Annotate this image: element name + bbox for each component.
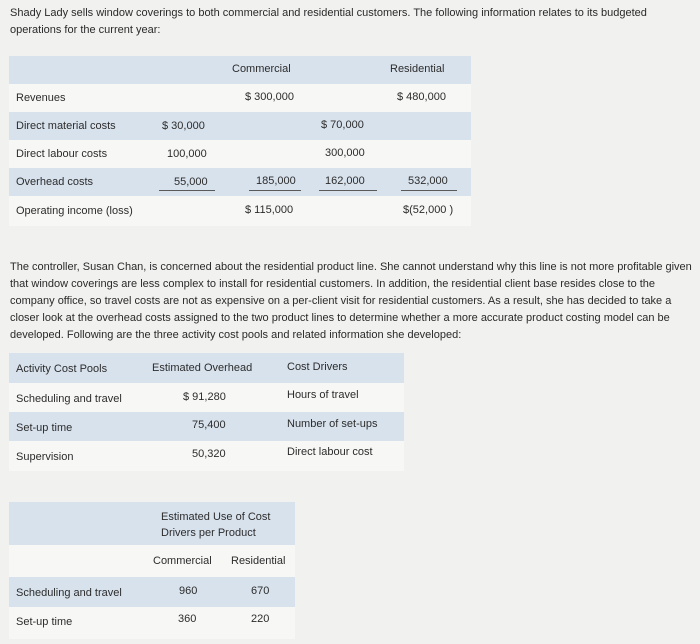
oh-commercial: 55,000 [174,176,208,188]
usage-residential-row-1: 220 [251,613,270,625]
driver-header: Cost Drivers [287,361,348,373]
revenues-commercial: $ 300,000 [245,91,294,103]
subtotal-rule-commercial [249,190,301,191]
overhead-header: Estimated Overhead [152,362,253,374]
usage-label-row-1: Set-up time [16,616,73,628]
overhead-row-2: 50,320 [192,448,226,460]
usage-residential-row-0: 670 [251,585,270,597]
usage-label-row-0: Scheduling and travel [16,587,122,599]
usage-residential-header: Residential [231,555,286,567]
commercial-header: Commercial [232,63,291,75]
subtotal-rule-residential-costs [319,190,377,191]
subtotal-rule-residential [401,190,457,191]
pool-row-1: Set-up time [16,422,73,434]
dl-residential: 300,000 [325,147,365,159]
oh-residential-total: 532,000 [408,175,448,187]
dm-commercial: $ 30,000 [162,120,205,132]
driver-row-1: Number of set-ups [287,418,378,430]
activity-table [9,353,404,471]
oi-commercial: $ 115,000 [245,204,294,216]
dm-residential: $ 70,000 [321,119,364,131]
residential-header: Residential [390,63,445,75]
revenues-residential: $ 480,000 [397,91,446,103]
usage-commercial-row-1: 360 [178,613,197,625]
usage-title: Estimated Use of Cost Drivers per Product [161,511,271,539]
oh-label: Overhead costs [16,176,94,188]
dl-label: Direct labour costs [16,148,108,160]
driver-row-2: Direct labour cost [287,446,373,458]
pool-row-0: Scheduling and travel [16,393,122,405]
usage-table [9,502,295,639]
dm-label: Direct material costs [16,120,116,132]
budget-table [9,56,471,226]
overhead-row-0: $ 91,280 [183,391,226,403]
pool-row-2: Supervision [16,451,74,463]
pool-header: Activity Cost Pools [16,363,108,375]
oi-label: Operating income (loss) [16,205,133,217]
dl-commercial: 100,000 [167,148,207,160]
oh-commercial-total: 185,000 [256,175,296,187]
intro-paragraph: Shady Lady sells window coverings to both commercial and residential customers. The following information relates to its budgeted operations for the current year: [10,7,647,36]
controller-paragraph: The controller, Susan Chan, is concerned about the residential product line. She cannot understand why this line is not more profitable given that window coverings are less complex to install for residential customers. In addition, the residential client base resides close to the company office, so travel costs are not as expensive on a per-client visit for residential customers. As a result, she has decided to take a closer look at the overhead costs assigned to the two product lines to determine whether a more accurate product costing model can be developed. Following are the three activity cost pools and related information she developed: [10,261,692,341]
overhead-row-1: 75,400 [192,419,226,431]
usage-commercial-header: Commercial [153,555,212,567]
subtotal-rule-dm [159,190,215,191]
revenues-label: Revenues [16,92,66,104]
oh-residential: 162,000 [325,175,365,187]
usage-commercial-row-0: 960 [179,585,198,597]
oi-residential: $(52,000 ) [403,204,454,216]
driver-row-0: Hours of travel [287,389,359,401]
